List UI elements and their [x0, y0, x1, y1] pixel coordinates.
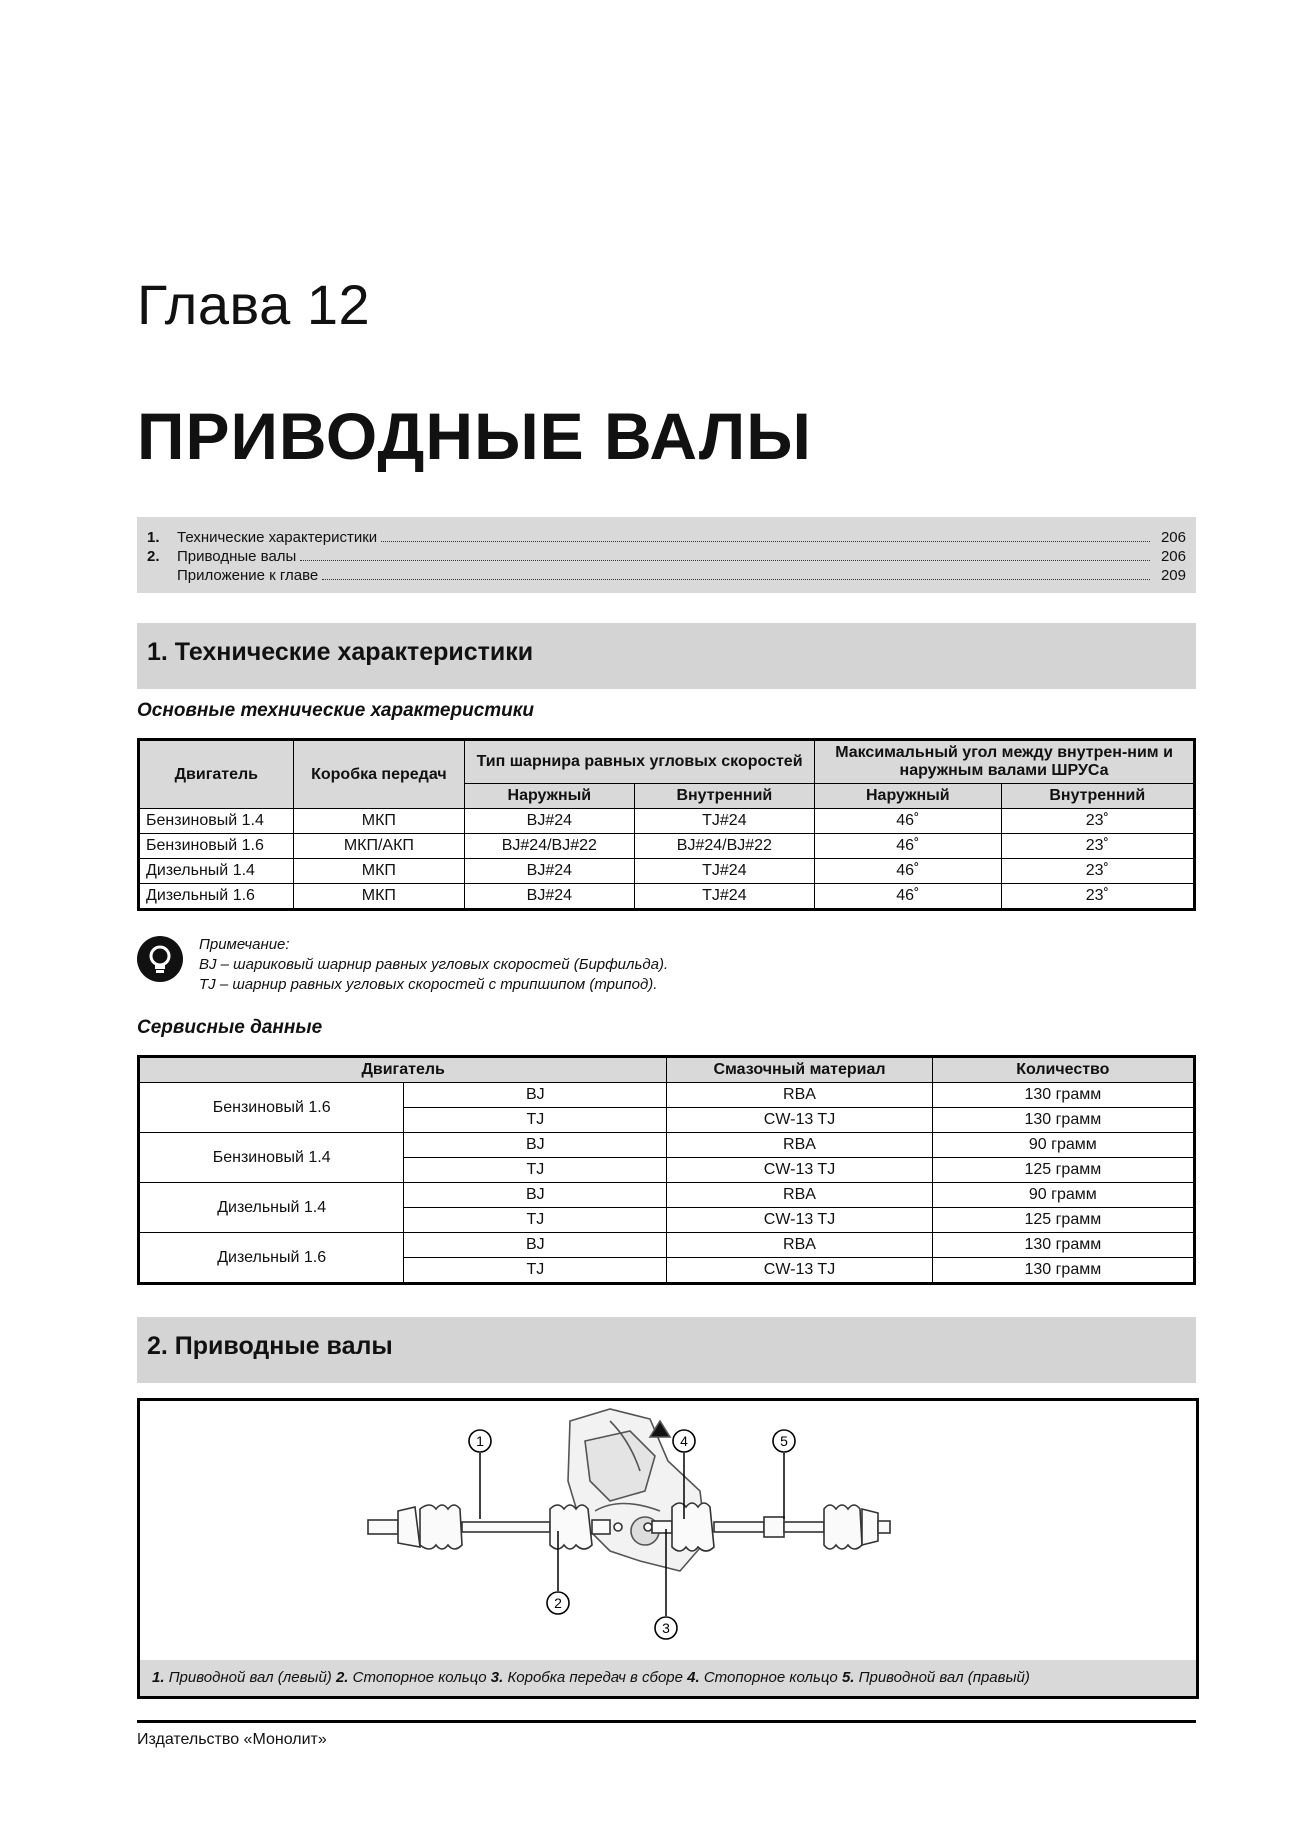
caption-text: Приводной вал (правый) — [858, 1669, 1030, 1686]
header-outer: Наружный — [815, 784, 1001, 809]
table-row — [139, 1233, 1195, 1258]
cell-lubricant: CW-13 TJ — [667, 1158, 932, 1183]
cell-joint: BJ — [404, 1183, 667, 1208]
toc-item[interactable] — [147, 567, 1186, 584]
toc-leader-dots — [300, 560, 1150, 561]
cell-joint-inner: TJ#24 — [634, 859, 815, 884]
specs-table — [137, 738, 1196, 911]
caption-number: 1. — [152, 1669, 165, 1686]
cell-quantity: 130 грамм — [932, 1233, 1194, 1258]
cell-joint: TJ — [404, 1158, 667, 1183]
toc-item-title: Приложение к главе — [177, 567, 319, 584]
caption-number: 5. — [841, 1669, 855, 1686]
caption-text: Коробка передач в сборе — [507, 1669, 683, 1686]
toc-item-title: Приводные валы — [177, 548, 297, 565]
cell-joint: TJ — [404, 1208, 667, 1233]
cell-engine: Бензиновый 1.6 — [139, 1083, 404, 1133]
toc-item[interactable] — [147, 529, 1186, 546]
toc-item-number: 1. — [147, 529, 160, 546]
cell-joint: BJ — [404, 1133, 667, 1158]
cell-gearbox: МКП — [293, 859, 464, 884]
header-joint-type: Тип шарнира равных угловых скоростей — [465, 740, 815, 784]
cell-joint-outer: BJ#24 — [465, 809, 635, 834]
section-header-specs — [137, 623, 1196, 689]
note-block — [137, 933, 1196, 995]
cell-lubricant: CW-13 TJ — [667, 1208, 932, 1233]
left-shaft-drawing — [368, 1505, 622, 1549]
service-subtitle: Сервисные данные — [137, 1017, 323, 1038]
cell-lubricant: RBA — [667, 1133, 932, 1158]
callout-number: 5 — [780, 1433, 788, 1449]
cell-quantity: 125 грамм — [932, 1158, 1194, 1183]
caption-number: 2. — [335, 1669, 349, 1686]
cell-angle-outer: 46˚ — [815, 859, 1001, 884]
callout-number: 2 — [554, 1595, 562, 1611]
cell-joint: TJ — [404, 1108, 667, 1133]
cell-engine: Бензиновый 1.4 — [139, 1133, 404, 1183]
callout-3 — [655, 1617, 677, 1639]
table-row — [139, 1133, 1195, 1158]
cell-quantity: 125 грамм — [932, 1208, 1194, 1233]
table-row — [139, 809, 1195, 834]
cell-joint: TJ — [404, 1258, 667, 1284]
table-row — [139, 859, 1195, 884]
cell-engine: Дизельный 1.4 — [139, 859, 294, 884]
callout-5 — [773, 1430, 795, 1452]
cell-angle-inner: 23˚ — [1001, 834, 1194, 859]
caption-text: Приводной вал (левый) — [168, 1669, 332, 1686]
service-table — [137, 1055, 1196, 1285]
header-gearbox: Коробка передач — [293, 740, 464, 809]
table-row — [139, 884, 1195, 910]
table-row — [139, 1083, 1195, 1108]
section-title: 1. Технические характеристики — [147, 638, 534, 666]
caption-number: 3. — [490, 1669, 504, 1686]
caption-text: Стопорное кольцо — [703, 1669, 838, 1686]
drive-shaft-diagram — [137, 1398, 1199, 1666]
header-lubricant: Смазочный материал — [667, 1057, 932, 1083]
cell-quantity: 130 грамм — [932, 1258, 1194, 1284]
chapter-label: Глава 12 — [137, 273, 371, 336]
cell-quantity: 130 грамм — [932, 1108, 1194, 1133]
header-engine: Двигатель — [139, 1057, 667, 1083]
cell-joint-inner: TJ#24 — [634, 809, 815, 834]
cell-joint-outer: BJ#24 — [465, 884, 635, 910]
cell-quantity: 90 грамм — [932, 1133, 1194, 1158]
chapter-title: ПРИВОДНЫЕ ВАЛЫ — [137, 399, 812, 473]
cell-gearbox: МКП/АКП — [293, 834, 464, 859]
footer-rule — [137, 1720, 1196, 1723]
table-of-contents — [137, 517, 1196, 593]
callout-number: 3 — [662, 1620, 670, 1636]
toc-leader-dots — [322, 579, 1150, 580]
header-quantity: Количество — [932, 1057, 1194, 1083]
diagram-caption — [137, 1660, 1199, 1699]
cell-joint: BJ — [404, 1233, 667, 1258]
cell-angle-inner: 23˚ — [1001, 809, 1194, 834]
toc-item-page: 206 — [1160, 529, 1186, 546]
cell-angle-inner: 23˚ — [1001, 859, 1194, 884]
cell-engine: Дизельный 1.6 — [139, 884, 294, 910]
cell-joint-outer: BJ#24 — [465, 859, 635, 884]
table-row — [139, 1183, 1195, 1208]
table-header-row — [139, 740, 1195, 784]
toc-item-page: 209 — [1160, 567, 1186, 584]
cell-engine: Бензиновый 1.6 — [139, 834, 294, 859]
publisher-name: Издательство «Монолит» — [137, 1731, 327, 1748]
header-inner: Внутренний — [1001, 784, 1194, 809]
cell-lubricant: CW-13 TJ — [667, 1108, 932, 1133]
note-line: BJ – шариковый шарнир равных угловых скоростей (Бирфильда). — [199, 956, 669, 973]
cell-engine: Дизельный 1.4 — [139, 1183, 404, 1233]
cell-engine: Дизельный 1.6 — [139, 1233, 404, 1284]
drive-shaft-illustration — [140, 1401, 1196, 1663]
caption-text: Стопорное кольцо — [352, 1669, 487, 1686]
callout-1 — [469, 1430, 491, 1452]
cell-angle-outer: 46˚ — [815, 809, 1001, 834]
lightbulb-icon — [137, 936, 183, 982]
callout-number: 4 — [680, 1433, 688, 1449]
cell-joint-outer: BJ#24/BJ#22 — [465, 834, 635, 859]
section-title: 2. Приводные валы — [147, 1332, 393, 1360]
specs-subtitle: Основные технические характеристики — [137, 700, 534, 721]
toc-item-title: Технические характеристики — [177, 529, 378, 546]
cell-lubricant: RBA — [667, 1183, 932, 1208]
cell-lubricant: RBA — [667, 1083, 932, 1108]
cell-lubricant: RBA — [667, 1233, 932, 1258]
table-header-row — [139, 1057, 1195, 1083]
right-shaft-drawing — [644, 1503, 890, 1551]
header-max-angle: Максимальный угол между внутрен-ним и наружным валами ШРУСа — [815, 740, 1195, 784]
note-title: Примечание: — [199, 936, 290, 953]
toc-item-number: 2. — [147, 548, 160, 565]
toc-item-page: 206 — [1160, 548, 1186, 565]
caption-number: 4. — [687, 1669, 700, 1686]
callout-number: 1 — [476, 1433, 484, 1449]
header-outer: Наружный — [465, 784, 635, 809]
cell-angle-outer: 46˚ — [815, 884, 1001, 910]
cell-quantity: 90 грамм — [932, 1183, 1194, 1208]
toc-item[interactable] — [147, 548, 1186, 565]
section-header-drive-shafts — [137, 1317, 1196, 1383]
cell-lubricant: CW-13 TJ — [667, 1258, 932, 1284]
cell-quantity: 130 грамм — [932, 1083, 1194, 1108]
callout-2 — [547, 1592, 569, 1614]
cell-angle-outer: 46˚ — [815, 834, 1001, 859]
header-inner: Внутренний — [634, 784, 815, 809]
cell-joint-inner: BJ#24/BJ#22 — [634, 834, 815, 859]
cell-joint-inner: TJ#24 — [634, 884, 815, 910]
cell-joint: BJ — [404, 1083, 667, 1108]
header-engine: Двигатель — [139, 740, 294, 809]
table-row — [139, 834, 1195, 859]
cell-gearbox: МКП — [293, 809, 464, 834]
note-line: TJ – шарнир равных угловых скоростей с трипшипом (трипод). — [199, 976, 658, 993]
toc-leader-dots — [381, 541, 1150, 542]
cell-gearbox: МКП — [293, 884, 464, 910]
cell-engine: Бензиновый 1.4 — [139, 809, 294, 834]
callout-4 — [673, 1430, 695, 1452]
cell-angle-inner: 23˚ — [1001, 884, 1194, 910]
